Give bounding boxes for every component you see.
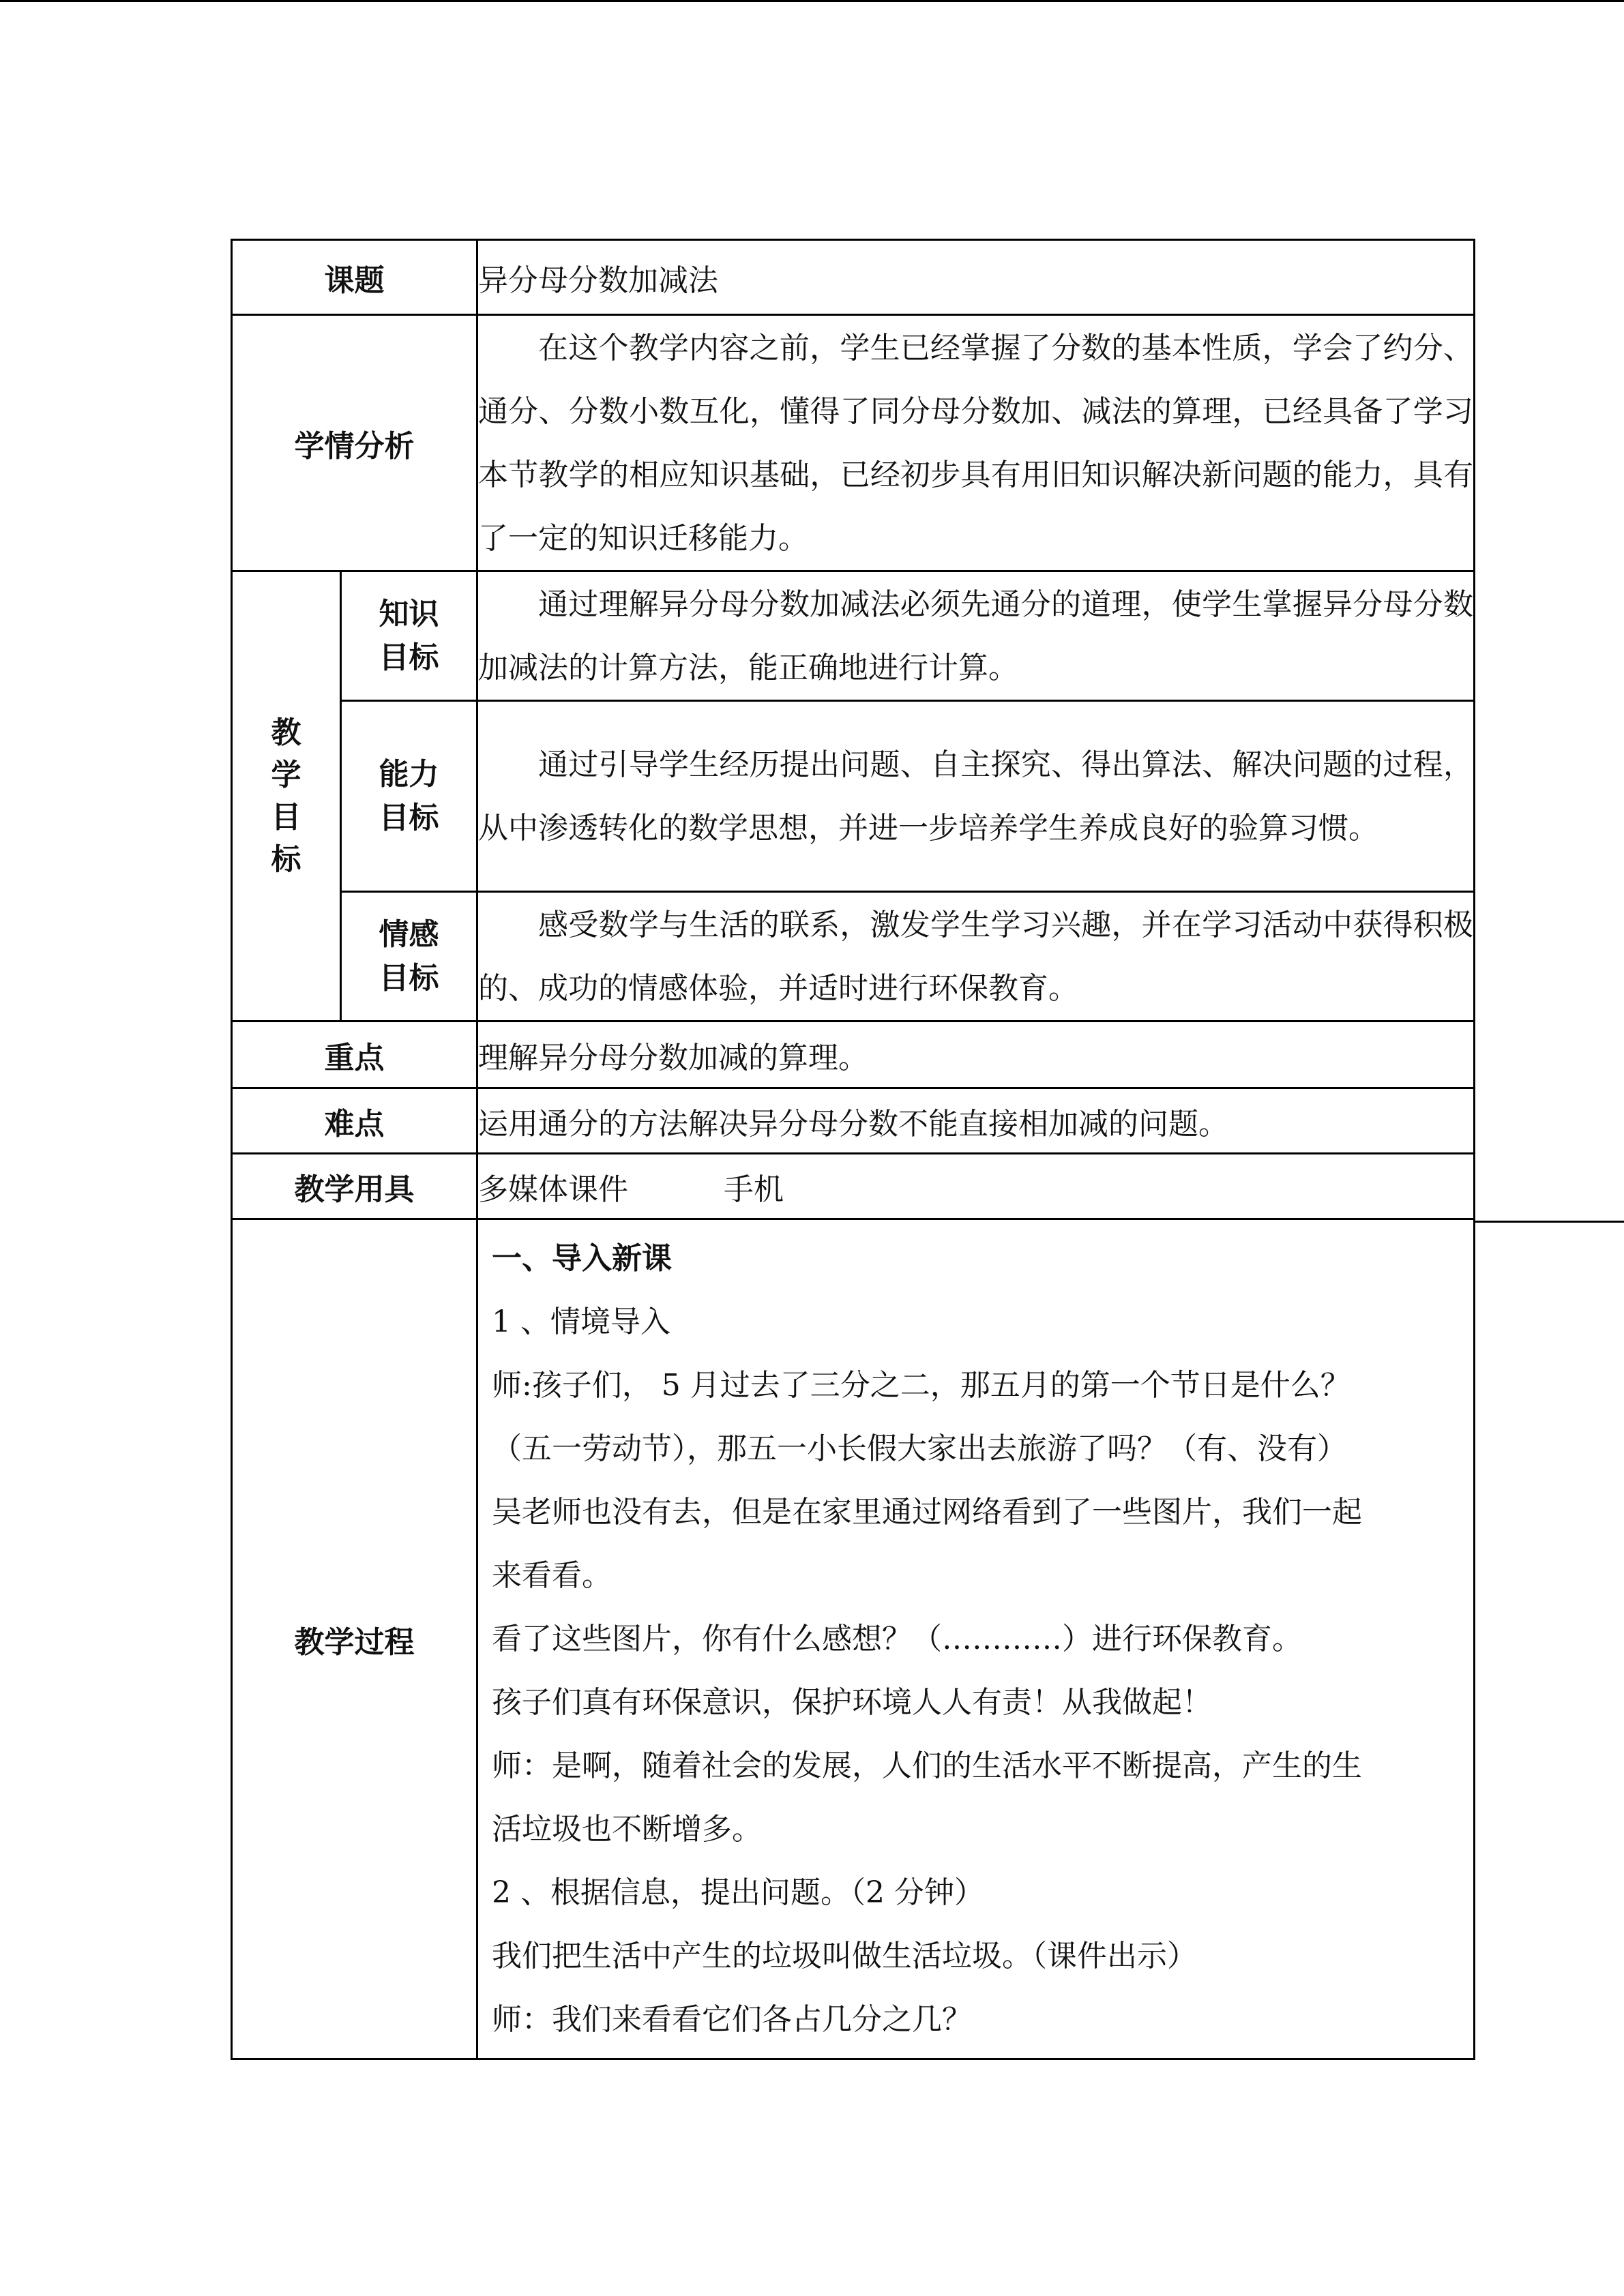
tools-row xyxy=(232,1154,1475,1219)
difficulty-text: 运用通分的方法解决异分母分数不能直接相加减的问题。 xyxy=(477,1088,1475,1154)
ability-label xyxy=(341,701,477,892)
goals-label xyxy=(232,571,341,1022)
ability-text: 通过引导学生经历提出问题、自主探究、得出算法、解决问题的过程，从中渗透转化的数学思想，并进一步培养学生养成良好的验算习惯。 xyxy=(478,747,1473,846)
tools-cell xyxy=(477,1154,1475,1219)
emotion-label-line: 目标 xyxy=(379,960,439,996)
process-line: 吴老师也没有去，但是在家里通过网络看到了一些图片，我们一起 xyxy=(492,1495,1362,1530)
process-cell xyxy=(477,1219,1475,2059)
emotion-row xyxy=(232,892,1475,1022)
knowledge-text: 通过理解异分母分数加减法必须先通分的道理，使学生掌握异分母分数加减法的计算方法，能正确地进行计算。 xyxy=(478,586,1473,685)
process-line: 1 、情境导入 xyxy=(492,1304,670,1339)
process-line: 师:孩子们， 5 月过去了三分之二，那五月的第一个节日是什么？ xyxy=(492,1368,1350,1403)
process-label: 教学过程 xyxy=(232,1219,477,2059)
process-line: 我们把生活中产生的垃圾叫做生活垃圾。（课件出示） xyxy=(492,1939,1197,1973)
goals-label-char: 目 xyxy=(271,799,301,835)
knowledge-label-line: 知识 xyxy=(379,596,439,631)
process-line: 活垃圾也不断增多。 xyxy=(492,1812,762,1847)
goals-label-char: 学 xyxy=(271,757,301,792)
process-line: （五一劳动节），那五一小长假大家出去旅游了吗？（有、没有） xyxy=(492,1431,1347,1466)
key-point-label: 重点 xyxy=(232,1022,477,1088)
key-point-text: 理解异分母分数加减的算理。 xyxy=(477,1022,1475,1088)
key-point-row xyxy=(232,1022,1475,1088)
process-heading: 一、导入新课 xyxy=(492,1241,672,1276)
goals-label-char: 教 xyxy=(271,715,301,750)
analysis-text: 在这个教学内容之前，学生已经掌握了分数的基本性质，学会了约分、通分、分数小数互化，懂得了同分母分数加、减法的算理，已经具备了学习本节教学的相应知识基础，已经初步具有用旧知识解决新问题的能力，具有了一定的知识迁移能力。 xyxy=(478,330,1473,556)
process-line: 2 、根据信息，提出问题。（2 分钟） xyxy=(492,1875,984,1910)
ability-cell xyxy=(477,701,1475,892)
process-line: 看了这些图片，你有什么感想？（…………）进行环保教育。 xyxy=(492,1622,1302,1656)
difficulty-row xyxy=(232,1088,1475,1154)
goals-label-char: 标 xyxy=(271,841,301,877)
tools-label: 教学用具 xyxy=(232,1154,477,1219)
tools-item: 手机 xyxy=(724,1172,784,1207)
knowledge-label xyxy=(341,571,477,701)
difficulty-label: 难点 xyxy=(232,1088,477,1154)
emotion-label-line: 情感 xyxy=(379,916,439,952)
topic-value: 异分母分数加减法 xyxy=(477,240,1475,315)
knowledge-cell xyxy=(477,571,1475,701)
page-break-line xyxy=(1473,1221,1624,1223)
ability-label-line: 目标 xyxy=(379,800,439,835)
emotion-text: 感受数学与生活的联系，激发学生学习兴趣，并在学习活动中获得积极的、成功的情感体验，并适时进行环保教育。 xyxy=(478,907,1473,1006)
tools-item: 多媒体课件 xyxy=(478,1172,628,1207)
process-line: 师：我们来看看它们各占几分之几？ xyxy=(492,2002,972,2037)
process-row xyxy=(232,1219,1475,2059)
process-line: 来看看。 xyxy=(492,1558,612,1593)
page-top-border xyxy=(0,0,1624,2)
emotion-label xyxy=(341,892,477,1022)
analysis-label: 学情分析 xyxy=(232,315,477,571)
analysis-cell xyxy=(477,315,1475,571)
topic-row xyxy=(232,240,1475,315)
process-line: 师：是啊，随着社会的发展，人们的生活水平不断提高，产生的生 xyxy=(492,1748,1362,1783)
analysis-row xyxy=(232,315,1475,571)
knowledge-row xyxy=(232,571,1475,701)
topic-label: 课题 xyxy=(232,240,477,315)
knowledge-label-line: 目标 xyxy=(379,640,439,675)
process-line: 孩子们真有环保意识，保护环境人人有责！从我做起！ xyxy=(492,1685,1212,1720)
ability-row xyxy=(232,701,1475,892)
emotion-cell xyxy=(477,892,1475,1022)
lesson-plan-table xyxy=(231,239,1475,2060)
ability-label-line: 能力 xyxy=(379,756,439,792)
